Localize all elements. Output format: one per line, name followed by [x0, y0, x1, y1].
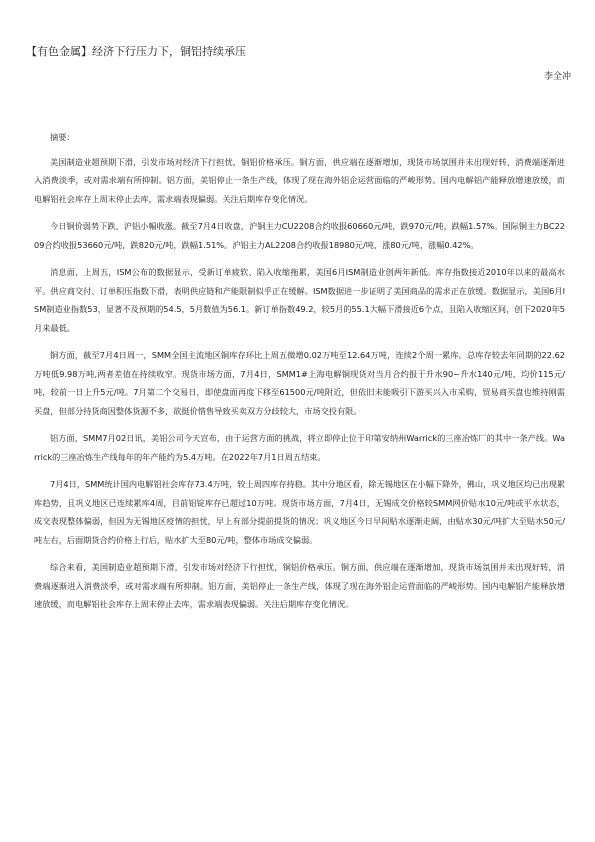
author-name: 李全冲 — [543, 72, 571, 82]
page-title: 【有色金属】经济下行压力下，铜铝持续承压 — [26, 45, 246, 58]
paragraph-summary: 美国制造业超预期下滑，引发市场对经济下行担忧，铜铝价格承压。铜方面，供应端在逐渐增加，现货市场氛围并未出现好转，消费端逐渐进入消费淡季，或对需求端有所抑制。铝方面，美铝停止一条生产线，体现了现在海外铝企运营面临的严峻形势。国内电解铝产能释放增速放缓，而电解铝社会库存上周末停止去库，需求端表现偏弱。关注后期库存变化情况。 — [34, 156, 565, 204]
paragraph-copper: 铜方面，截至7月4日周一，SMM全国主流地区铜库存环比上周五微增0.02万吨至12.64万吨，连续2个周一累库。总库存较去年同期的22.62万吨低9.98万吨,两者差值在持续收窄。现货市场方面，7月4日，SMM1#上海电解铜现货对当月合约报于升水90~升水140元/吨，均价115元/吨，较前一日上升5元/吨。7月第二个交易日，即使盘面再度下移至61500元/吨附近，但依旧未能吸引下游买兴入市采购，贸易商买盘也维持刚需买盘，但部分持货商因整体货源不多，欲挺价惜售导致买卖双方分歧较大，市场交投有限。 — [34, 350, 565, 416]
paragraph-news-ism: 消息面，上周五，ISM公布的数据显示，受新订单疲软、陷入收缩拖累，美国6月ISM制造业创两年新低。库存指数接近2010年以来的最高水平。供应商交付、订单积压指数下滑，表明供应链和产能限制似乎正在缓解。ISM数据进一步证明了美国商品的需求正在放缓。数据显示，美国6月ISM制造业指数53，显著不及预期的54.5，5月数值为56.1。新订单指数49.2，较5月的55.1大幅下滑接近6个点，且陷入收缩区间，创下2020年5月来最低。 — [34, 267, 565, 333]
article-body — [34, 128, 565, 623]
paragraph-aluminum-alcoa: 铝方面，SMM7月02日讯，美铝公司今天宣布，由于运营方面的挑战，将立即停止位于印第安纳州Warrick的三座冶炼厂的其中一条产线。Warrick的三座冶炼生产线每年的年产能约为5.4万吨。在2022年7月1日周五结束。 — [34, 433, 565, 462]
paragraph-market-close: 今日铜价弱势下跌，沪铝小幅收涨。截至7月4日收盘，沪铜主力CU2208合约收报60660元/吨，跌970元/吨，跌幅1.57%。国际铜主力BC2209合约收报53660元/吨，跌820元/吨，跌幅1.51%。沪铝主力AL2208合约收报18980元/吨，涨80元/吨，涨幅0.42%。 — [34, 221, 565, 250]
paragraph-conclusion: 综合来看，美国制造业超预期下滑，引发市场对经济下行担忧，铜铝价格承压。铜方面，供应端在逐渐增加，现货市场氛围并未出现好转，消费端逐渐进入消费淡季，或对需求端有所抑制。铝方面，美铝停止一条生产线，体现了现在海外铝企运营面临的严峻形势。国内电解铝产能释放增速放缓，而电解铝社会库存上周末停止去库，需求端表现偏弱。关注后期库存变化情况。 — [34, 562, 565, 609]
summary-label: 摘要： — [50, 132, 75, 142]
paragraph-aluminum-inventory: 7月4日，SMM统计国内电解铝社会库存73.4万吨，较上周四库存持稳。其中分地区看，除无锡地区在小幅下降外，佛山，巩义地区均已出现累库趋势，且巩义地区已连续累库4周，目前铝锭库存已超过10万吨。现货市场方面，7月4日，无锡成交价格较SMM网价贴水10元/吨或平水状态，成交表现整体偏弱，但因为无锡地区疫情的担忧，早上有部分提前提货的情况；巩义地区今日早间贴水逐渐走阔，由贴水30元/吨扩大至贴水50元/吨左右，后面期货合约价格上行后，贴水扩大至80元/吨，整体市场成交偏弱。 — [34, 479, 565, 545]
